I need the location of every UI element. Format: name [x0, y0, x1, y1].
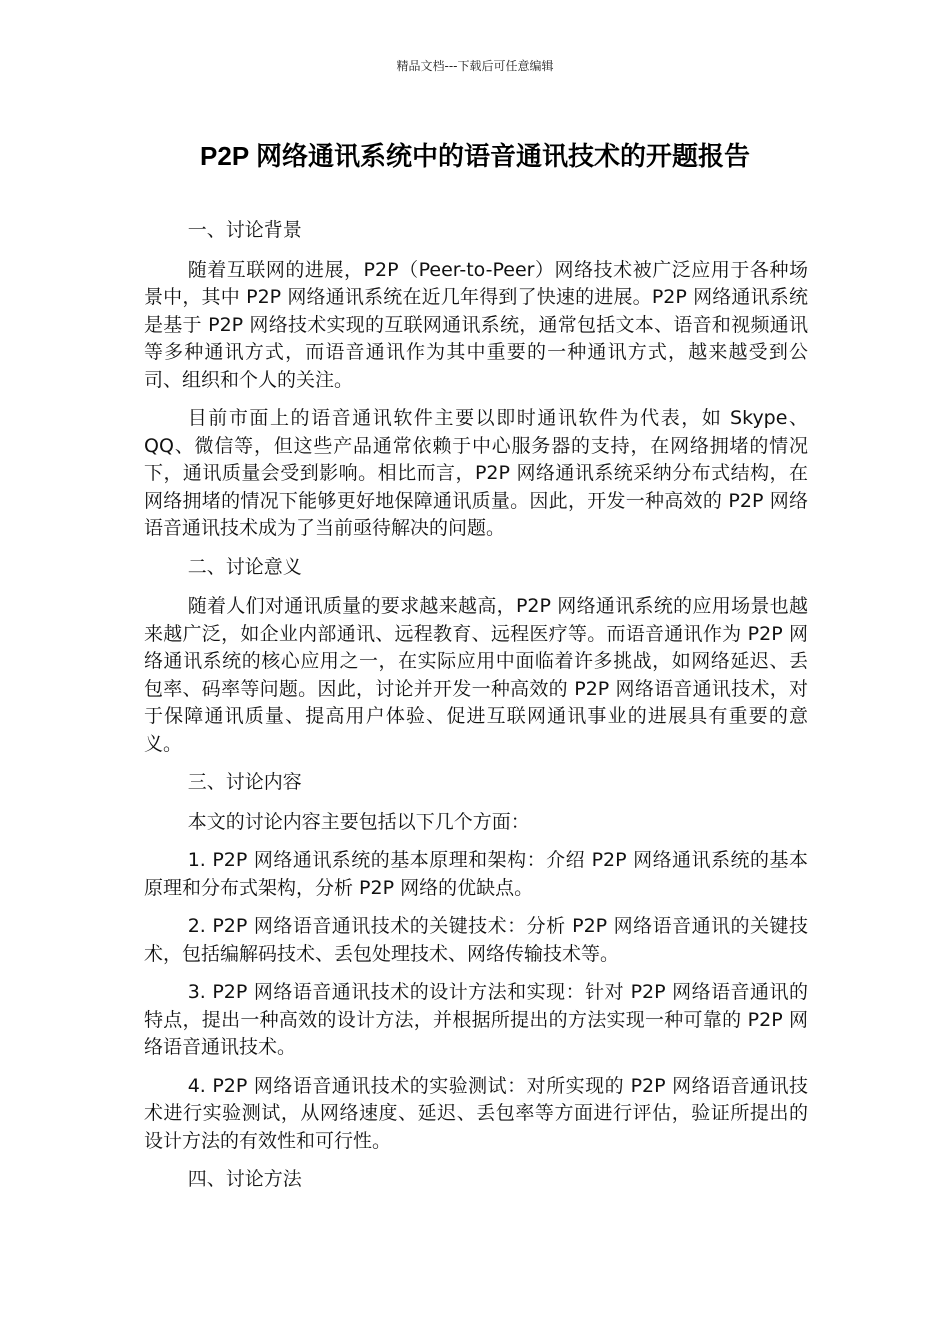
page-header: 精品文档---下载后可任意编辑: [396, 59, 554, 73]
list-item: 1. P2P 网络通讯系统的基本原理和架构：介绍 P2P 网络通讯系统的基本原理和分布式架构，分析 P2P 网络的优缺点。: [144, 849, 808, 899]
document-body: [144, 217, 808, 1206]
list-item: 3. P2P 网络语音通讯技术的设计方法和实现：针对 P2P 网络语音通讯的特点，提出一种高效的设计方法，并根据所提出的方法实现一种可靠的 P2P 网络语音通讯技术。: [144, 981, 808, 1058]
list-item: 2. P2P 网络语音通讯技术的关键技术：分析 P2P 网络语音通讯的关键技术，包括编解码技术、丢包处理技术、网络传输技术等。: [144, 915, 808, 965]
body-paragraph: 随着人们对通讯质量的要求越来越高，P2P 网络通讯系统的应用场景也越来越广泛，如企业内部通讯、远程教育、远程医疗等。而语音通讯作为 P2P 网络通讯系统的核心应用之一，在实际应用中面临着许多挑战，如网络延迟、丢包率、码率等问题。因此，讨论并开发一种高效的 P2P 网络语音通讯技术，对于保障通讯质量、提高用户体验、促进互联网通讯事业的进展具有重要的意义。: [144, 595, 808, 755]
section-heading: 一、讨论背景: [187, 219, 302, 241]
section-heading: 三、讨论内容: [187, 771, 302, 793]
body-paragraph: 目前市面上的语音通讯软件主要以即时通讯软件为代表，如 Skype、QQ、微信等，但这些产品通常依赖于中心服务器的支持，在网络拥堵的情况下，通讯质量会受到影响。相比而言，P2P 网络通讯系统采纳分布式结构，在网络拥堵的情况下能够更好地保障通讯质量。因此，开发一种高效的 P2P 网络语音通讯技术成为了当前亟待解决的问题。: [144, 407, 808, 539]
body-paragraph: 本文的讨论内容主要包括以下几个方面：: [187, 810, 530, 833]
body-paragraph: 随着互联网的进展，P2P（Peer-to-Peer）网络技术被广泛应用于各种场景中，其中 P2P 网络通讯系统在近几年得到了快速的进展。P2P 网络通讯系统是基于 P2P 网络技术实现的互联网通讯系统，通常包括文本、语音和视频通讯等多种通讯方式，而语音通讯作为其中重要的一种通讯方式，越来越受到公司、组织和个人的关注。: [144, 258, 808, 391]
section-heading: 二、讨论意义: [187, 555, 302, 578]
section-heading: 四、讨论方法: [187, 1168, 302, 1190]
document-title: P2P 网络通讯系统中的语音通讯技术的开题报告: [200, 141, 750, 171]
list-item: 4. P2P 网络语音通讯技术的实验测试：对所实现的 P2P 网络语音通讯技术进行实验测试，从网络速度、延迟、丢包率等方面进行评估，验证所提出的设计方法的有效性和可行性。: [144, 1074, 808, 1152]
